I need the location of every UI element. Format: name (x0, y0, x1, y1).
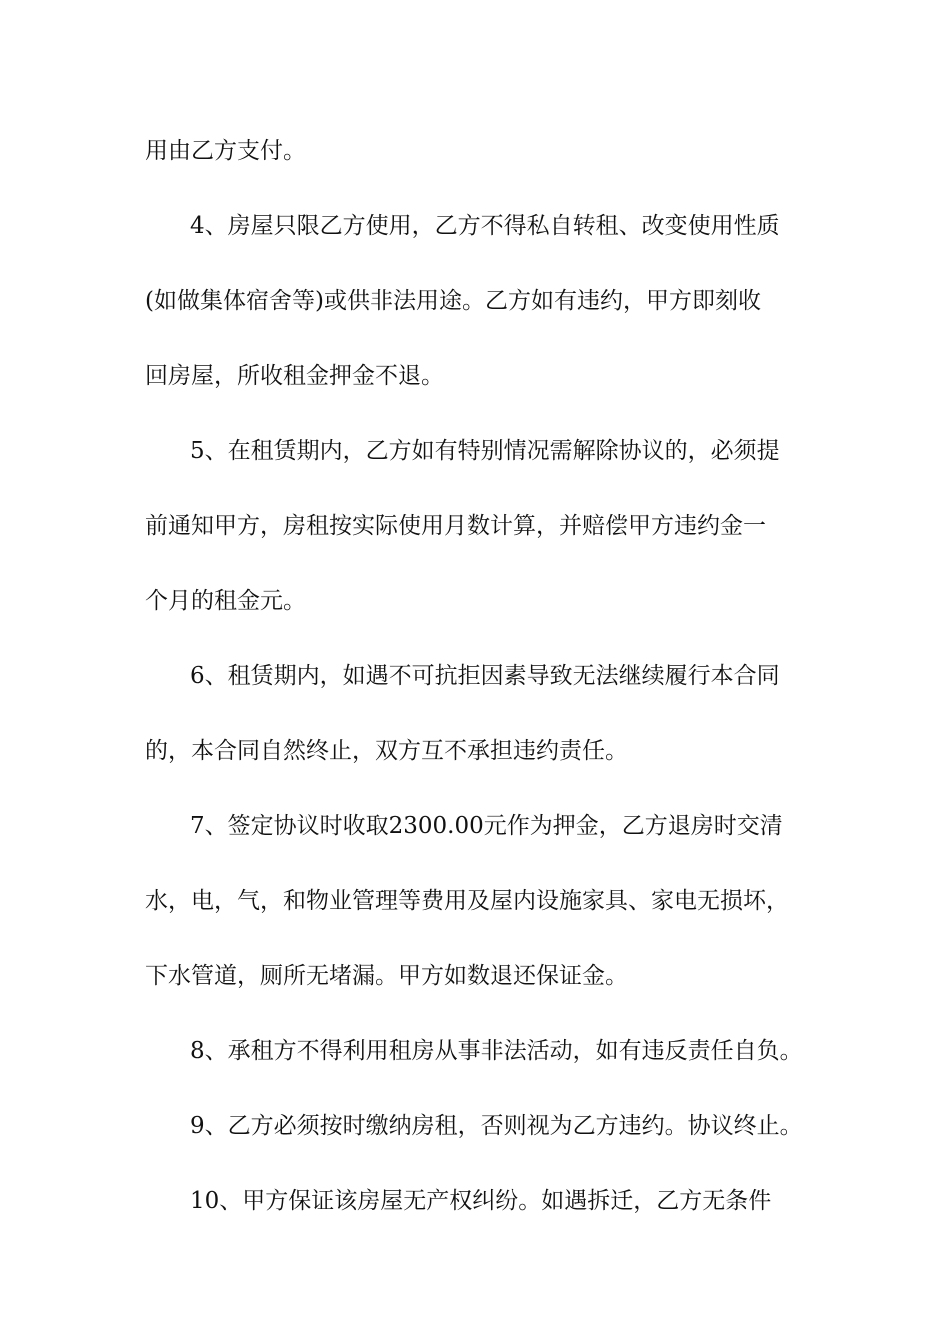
clause-5-line-3: 个月的租金元。 (145, 588, 306, 614)
clause-4-line-1: 4、房屋只限乙方使用，乙方不得私自转租、改变使用性质 (190, 213, 780, 239)
clause-8-line-1: 8、承租方不得利用租房从事非法活动，如有违反责任自负。 (190, 1038, 803, 1064)
clause-5-line-1: 5、在租赁期内，乙方如有特别情况需解除协议的，必须提 (190, 438, 780, 464)
clause-6-line-1: 6、租赁期内，如遇不可抗拒因素导致无法继续履行本合同 (190, 663, 780, 689)
clause-4-line-3: 回房屋，所收租金押金不退。 (145, 363, 444, 389)
clause-7-line-1: 7、签定协议时收取2300.00元作为押金，乙方退房时交清 (190, 813, 783, 839)
clause-7-line-3: 下水管道，厕所无堵漏。甲方如数退还保证金。 (145, 963, 628, 989)
clause-7-line-2: 水，电，气，和物业管理等费用及屋内设施家具、家电无损坏， (145, 888, 789, 914)
clause-10-line-1: 10、甲方保证该房屋无产权纠纷。如遇拆迁，乙方无条件 (190, 1188, 772, 1214)
clause-9-line-1: 9、乙方必须按时缴纳房租，否则视为乙方违约。协议终止。 (190, 1113, 803, 1139)
clause-5-line-2: 前通知甲方，房租按实际使用月数计算，并赔偿甲方违约金一 (145, 513, 766, 539)
clause-4-line-2: (如做集体宿舍等)或供非法用途。乙方如有违约，甲方即刻收 (145, 288, 761, 314)
text-line-1: 用由乙方支付。 (145, 138, 306, 164)
clause-6-line-2: 的，本合同自然终止，双方互不承担违约责任。 (145, 738, 628, 764)
